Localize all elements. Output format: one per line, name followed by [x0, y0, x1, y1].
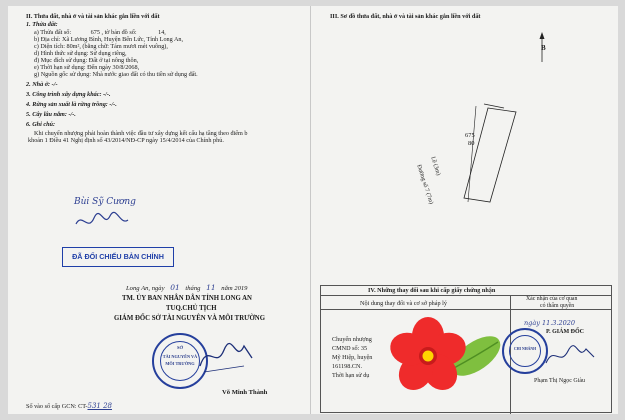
usage-purpose-line: đ) Mục đích sử dụng: Đất ở tại nông thôn,: [34, 57, 139, 64]
issue-month-label: tháng: [185, 285, 201, 292]
changes-col-content: Nội dung thay đổi và cơ sở pháp lý: [360, 300, 447, 307]
usage-term-line: e) Thời hạn sử dụng: Đến ngày 30/8/2068,: [34, 64, 140, 71]
section3-heading: III. Sơ đồ thửa đất, nhà ở và tài sản khác gắn liền với đất: [330, 13, 481, 20]
page-fold: [310, 6, 311, 414]
changes-col-confirm-2: có thẩm quyền: [540, 303, 575, 309]
map-sheet-number: 14,: [158, 29, 166, 36]
verifier-name: Bùi Sỹ Cương: [74, 197, 136, 207]
issuer-line-3: GIÁM ĐỐC SỞ TÀI NGUYÊN VÀ MÔI TRƯỜNG: [114, 315, 265, 322]
change-row-5: Thời hạn sử dụ: [332, 372, 370, 379]
seal-text-mid: TÀI NGUYÊN VÀ: [162, 354, 198, 359]
seal-text-top: SỞ: [176, 345, 183, 350]
change-row-4: 161198.CN.: [332, 363, 363, 370]
lot-number: 675: [465, 132, 475, 139]
issue-date: [126, 284, 247, 293]
seal-text-bottom: MÔI TRƯỜNG: [165, 361, 195, 366]
verifier-signature: [72, 210, 132, 232]
flower-sticker-icon: [380, 312, 506, 396]
issue-year: năm 2019: [221, 285, 248, 292]
change-confirm-signature: [542, 341, 598, 371]
section2-heading: II. Thửa đất, nhà ở và tài sản khác gắn liền với đất: [26, 13, 160, 20]
change-row-2: CMND số: 35: [332, 345, 368, 352]
note-line-1: Khi chuyển nhượng phải hoàn thành việc đầu tư xây dựng kết cấu hạ tầng theo điểm b: [34, 130, 248, 137]
issuer-line-2: TUQ.CHỦ TỊCH: [166, 305, 217, 312]
land-certificate-page: [8, 6, 618, 414]
item1-label: 1. Thửa đất:: [26, 21, 58, 28]
item5-trees: 5. Cây lâu năm: -/-.: [26, 111, 76, 118]
issuer-line-1: TM. ỦY BAN NHÂN DÂN TỈNH LONG AN: [122, 295, 252, 302]
item3-construction: 3. Công trình xây dựng khác: -/-.: [26, 91, 111, 98]
north-label: B: [541, 44, 546, 52]
cert-register-value: 531 28: [87, 402, 112, 410]
parcel-number: 675: [90, 29, 100, 36]
area-line: c) Diện tích: 80m², (bằng chữ: Tám mươi mét vuông),: [34, 43, 168, 50]
address-line: b) Địa chỉ: Xã Lương Bình, Huyện Bến Lức, Tỉnh Long An,: [34, 36, 184, 43]
change-confirm-date: ngày 11.3.2020: [524, 319, 576, 327]
cert-register-number: [26, 402, 112, 410]
usage-form-line: d) Hình thức sử dụng: Sử dụng riêng,: [34, 50, 127, 57]
change-row-1: Chuyển nhượng: [332, 336, 372, 343]
change-row-3: Mỹ Hiệp, huyện: [332, 354, 373, 361]
road-side-label: Lề (3m): [429, 156, 442, 177]
parcel-prefix: a) Thửa đất số:: [34, 29, 72, 36]
issuer-signature: [194, 336, 256, 376]
certified-copy-stamp: ĐÃ ĐỐI CHIẾU BẢN CHÍNH: [62, 247, 174, 267]
issuer-signer-name: Võ Minh Thành: [222, 389, 268, 396]
branch-seal-text: CHI NHÁNH: [513, 347, 537, 351]
change-confirm-signer: Phạm Thị Ngọc Giàu: [534, 378, 586, 384]
parcel-sketch: [438, 98, 518, 208]
road-label: Đường số 7 (7m): [415, 164, 434, 206]
issue-month: 11: [206, 283, 216, 292]
section4-heading: IV. Những thay đổi sau khi cấp giấy chứng nhận: [368, 287, 496, 294]
cert-register-prefix: Số vào sổ cấp GCN: CT-: [26, 403, 88, 410]
map-sheet-prefix: , tờ bản đồ số:: [101, 29, 137, 36]
item2-house: 2. Nhà ở: -/-: [26, 81, 58, 88]
issue-day: 01: [170, 283, 180, 292]
item4-forest: 4. Rừng sản xuất là rừng trồng: -/-.: [26, 101, 117, 108]
change-confirm-title: P. GIÁM ĐỐC: [546, 329, 584, 335]
lot-area: 80: [468, 140, 475, 147]
issue-date-prefix: Long An, ngày: [126, 285, 165, 292]
usage-origin-line: g) Nguồn gốc sử dụng: Nhà nước giao đất có thu tiền sử dụng đất.: [34, 71, 198, 78]
item6-notes: 6. Ghi chú:: [26, 121, 56, 128]
changes-col-confirm-1: Xác nhận của cơ quan: [526, 296, 578, 302]
note-line-2: khoản 1 Điều 41 Nghị định số 43/2014/NĐ-CP ngày 15/4/2014 của Chính phủ.: [28, 137, 224, 144]
